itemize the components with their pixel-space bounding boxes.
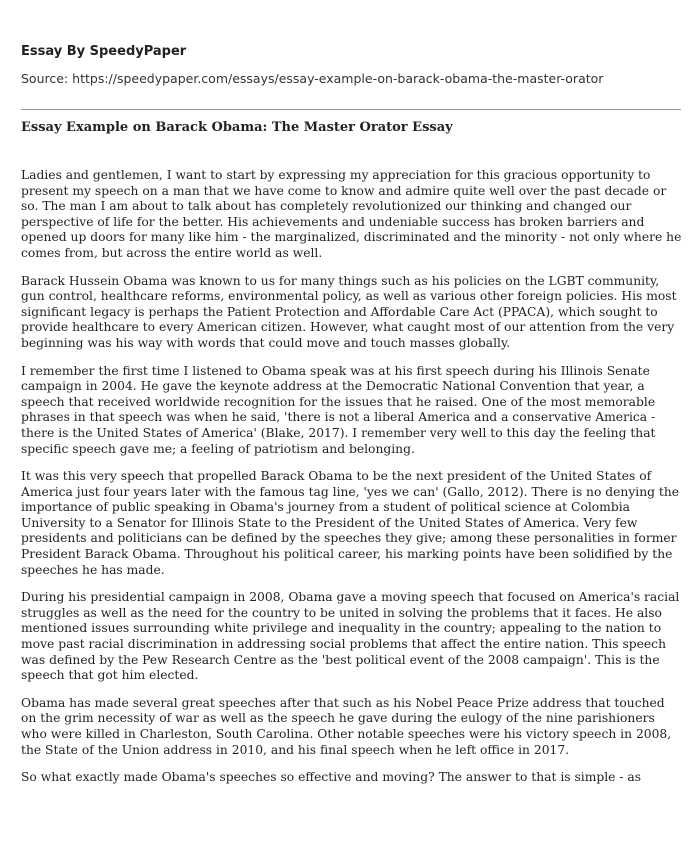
source-url: https://speedypaper.com/essays/essay-example-on-barack-obama-the-master-orator	[72, 71, 604, 86]
paragraph: Obama has made several great speeches after that such as his Nobel Peace Prize address that touched on the grim necessity of war as well as the speech he gave during the eulogy of the nine parishioners who were killed in Charleston, South Carolina. Other notable speeches were his victory speech in 2008, the State of the Union address in 2010, and his final speech when he left office in 2017.	[21, 695, 672, 757]
paragraph: It was this very speech that propelled Barack Obama to be the next president of the United States of America just four years later with the famous tag line, 'yes we can' (Gallo, 2012). There is no denying the importance of public speaking in Obama's journey from a student of political science at Colombia University to a Senator for Illinois State to the President of the United States of America. Very few presidents and politicians can be defined by the speeches they give; among these personalities in former President Barack Obama. Throughout his political career, his marking points have been solidified by the speeches he has made.	[21, 469, 680, 577]
paragraph: So what exactly made Obama's speeches so effective and moving? The answer to that is simple - as	[21, 770, 642, 785]
header-divider	[21, 109, 681, 110]
paragraph: During his presidential campaign in 2008, Obama gave a moving speech that focused on America's racial struggles as well as the need for the country to be united in solving the problems that it faces. He also mentioned issues surrounding white privilege and inequality in the country; appealing to the nation to move past racial discrimination in addressing social problems that affect the entire nation. This speech was defined by the Pew Research Centre as the 'best political event of the 2008 campaign'. This is the speech that got him elected.	[21, 590, 680, 683]
source-label: Source:	[21, 71, 69, 86]
paragraph: I remember the first time I listened to Obama speak was at his first speech during his Illinois Senate campaign in 2004. He gave the keynote address at the Democratic National Convention that year, a speech that received worldwide recognition for the issues that he raised. One of the most memorable phrases in that speech was when he said, 'there is not a liberal America and a conservative America - there is the United States of America' (Blake, 2017). I remember very well to this day the feeling that specific speech gave me; a feeling of patriotism and belonging.	[21, 363, 656, 456]
paragraph: Barack Hussein Obama was known to us for many things such as his policies on the LGBT community, gun control, healthcare reforms, environmental policy, as well as various other foreign policies. His most significant legacy is perhaps the Patient Protection and Affordable Care Act (PPACA), which sought to provide healthcare to every American citizen. However, what caught most of our attention from the very beginning was his way with words that could move and touch masses globally.	[21, 273, 677, 350]
essay-body	[21, 168, 683, 798]
document-header-title: Essay By SpeedyPaper	[21, 44, 187, 59]
essay-title: Essay Example on Barack Obama: The Master Orator Essay	[21, 120, 453, 135]
source-line	[21, 71, 603, 86]
paragraph: Ladies and gentlemen, I want to start by expressing my appreciation for this gracious opportunity to present my speech on a man that we have come to know and admire quite well over the past decade or so. The man I am about to talk about has completely revolutionized our thinking and changed our perspective of life for the better. His achievements and undeniable success has broken barriers and opened up doors for many like him - the marginalized, discriminated and the minority - not only where he comes from, but across the entire world as well.	[21, 168, 682, 260]
